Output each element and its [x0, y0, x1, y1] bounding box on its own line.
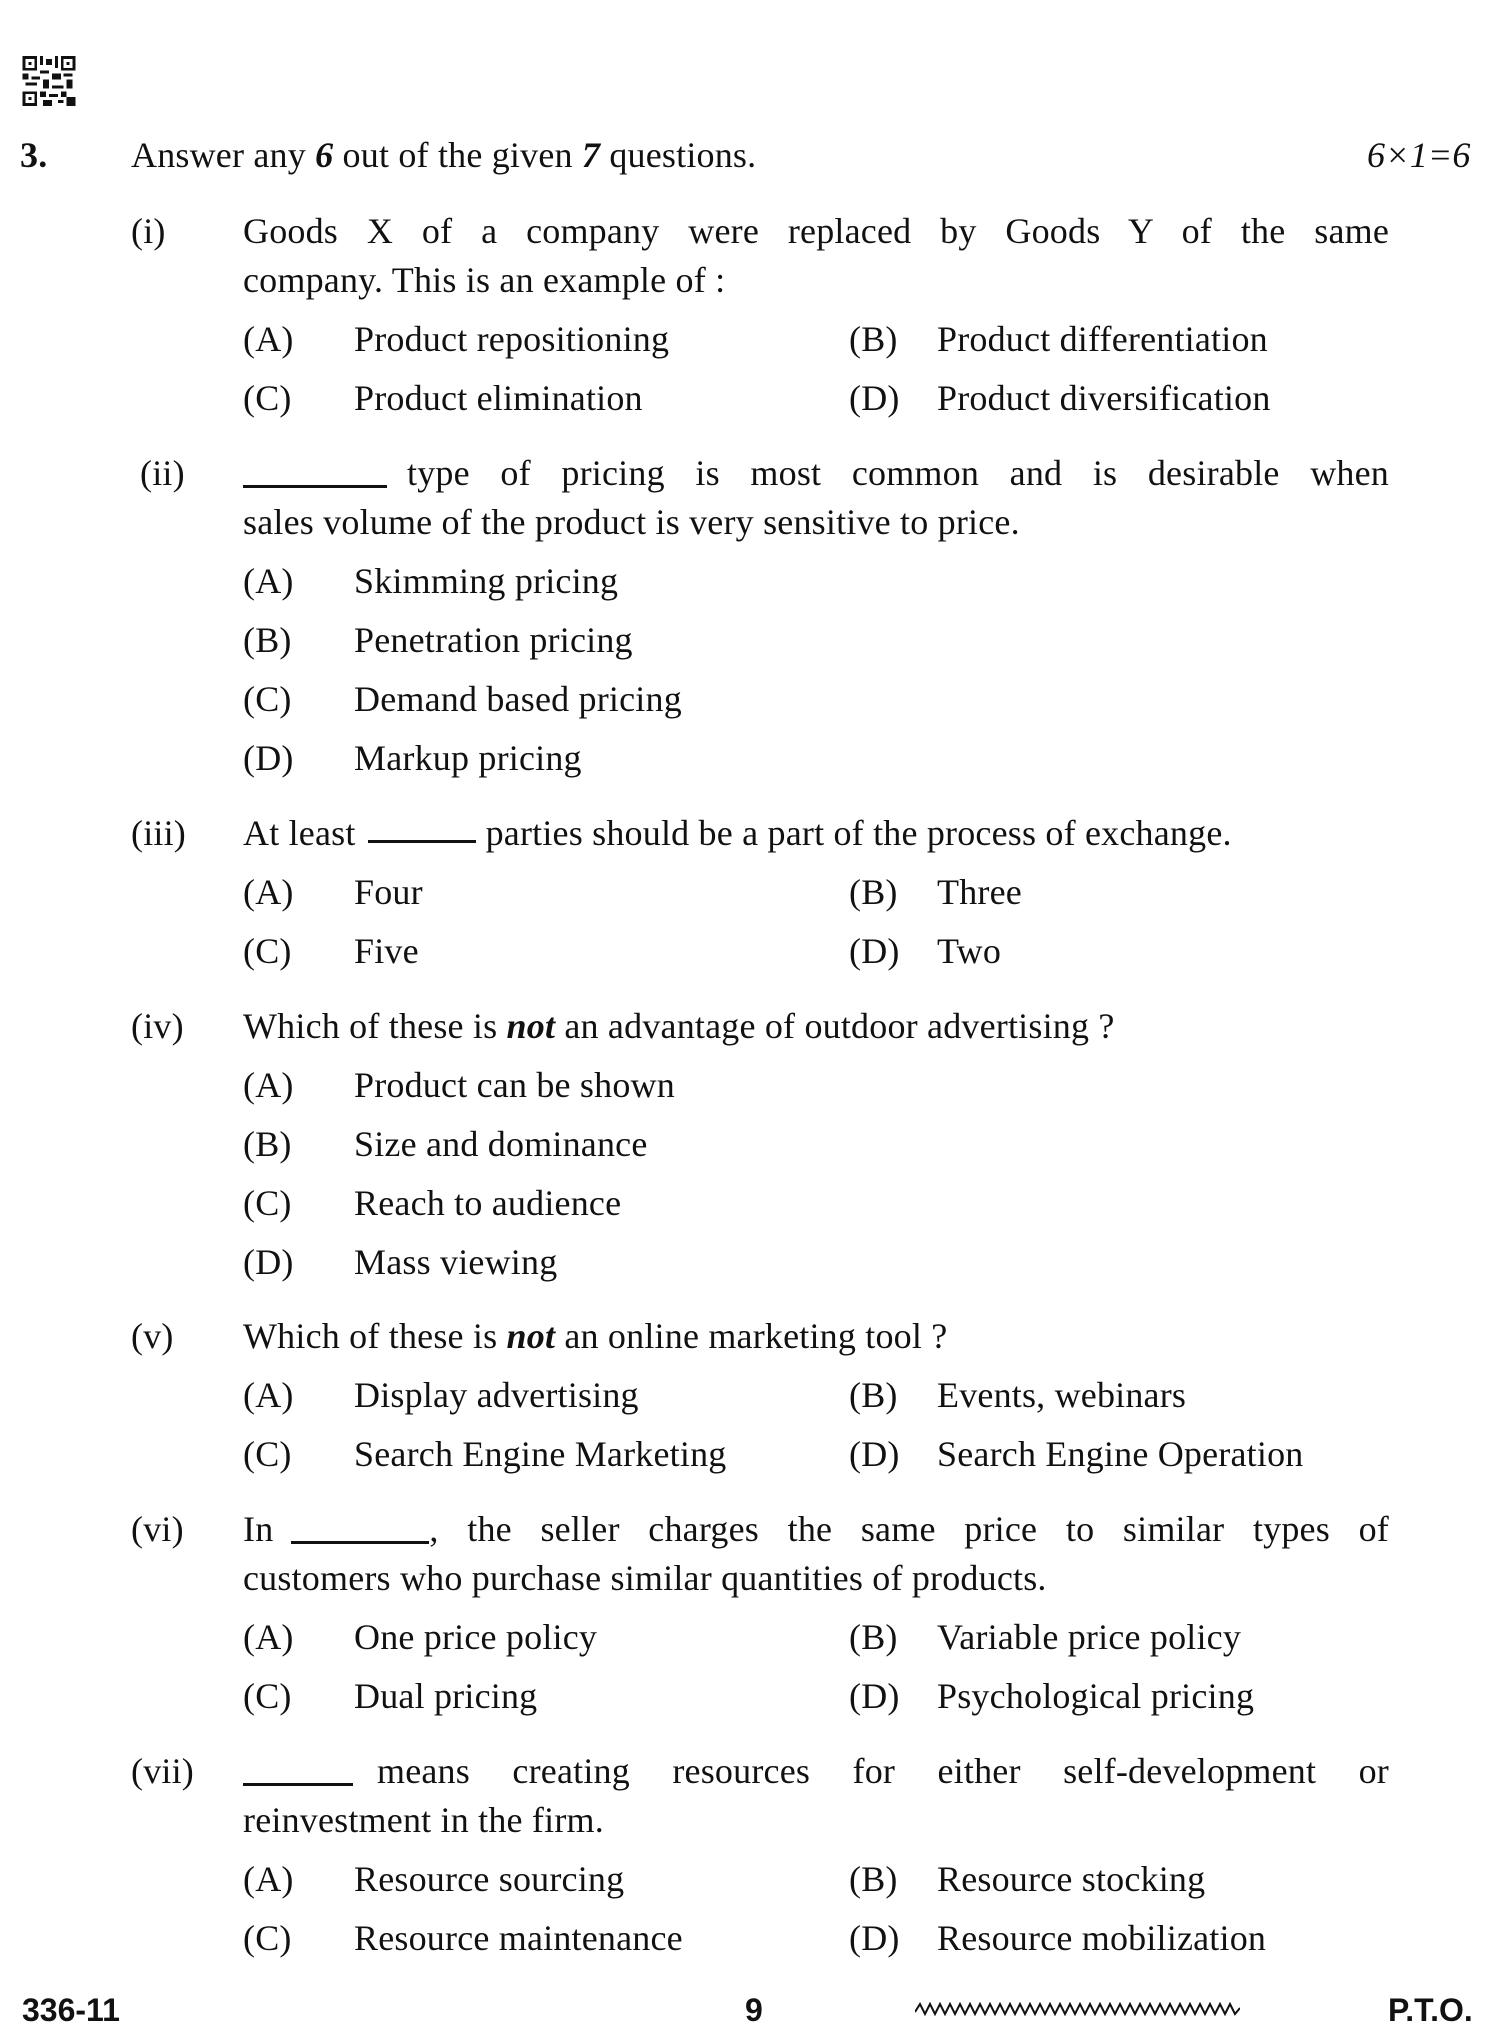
option-label: (A) — [243, 872, 294, 912]
fill-in-blank — [243, 1783, 353, 1786]
option-label: (A) — [243, 319, 294, 359]
option-label: (B) — [849, 319, 898, 359]
option-label: (C) — [243, 378, 292, 418]
question-text: , the seller charges the same price to similar types of — [429, 1509, 1389, 1549]
option-text: Resource sourcing — [354, 1859, 625, 1899]
option-text: Size and dominance — [354, 1124, 648, 1164]
instruction-text: Answer any — [131, 135, 316, 175]
please-turn-over: P.T.O. — [1388, 1992, 1473, 2028]
option-text: Four — [354, 872, 423, 912]
option-text: One price policy — [354, 1617, 598, 1657]
option-text: Mass viewing — [354, 1242, 558, 1282]
option-text: Events, webinars — [937, 1375, 1187, 1415]
option-text: Five — [354, 931, 419, 971]
instruction-count-total: 7 — [581, 135, 601, 175]
question-number: 3. — [20, 135, 48, 175]
option-text: Variable price policy — [937, 1617, 1242, 1657]
item-number: (i) — [131, 211, 166, 251]
option-text: Product diversification — [937, 378, 1271, 418]
option-label: (C) — [243, 679, 292, 719]
option-label: (B) — [243, 620, 292, 660]
item-question-line — [243, 815, 1232, 851]
option-text: Resource stocking — [937, 1859, 1206, 1899]
option-label: (C) — [243, 931, 292, 971]
option-text: Product differentiation — [937, 319, 1268, 359]
option-text: Reach to audience — [354, 1183, 622, 1223]
instruction-text: questions. — [600, 135, 757, 175]
item-question-line: company. This is an example of : — [243, 260, 726, 300]
option-label: (A) — [243, 1859, 294, 1899]
option-label: (D) — [849, 1918, 900, 1958]
option-label: (D) — [849, 931, 900, 971]
fill-in-blank — [243, 485, 387, 488]
option-text: Psychological pricing — [937, 1676, 1255, 1716]
option-label: (C) — [243, 1183, 292, 1223]
option-label: (A) — [243, 1617, 294, 1657]
question-text: type of pricing is most common and is desirable when — [407, 453, 1389, 493]
option-label: (C) — [243, 1676, 292, 1716]
option-label: (B) — [849, 1617, 898, 1657]
item-question-line — [243, 1008, 1115, 1044]
option-text: Demand based pricing — [354, 679, 682, 719]
qr-code-icon — [22, 56, 76, 106]
item-question-line: reinvestment in the firm. — [243, 1800, 604, 1840]
wavy-line-icon — [915, 2000, 1240, 2018]
option-text: Resource maintenance — [354, 1918, 683, 1958]
option-text: Display advertising — [354, 1375, 639, 1415]
option-text: Three — [937, 872, 1022, 912]
option-label: (B) — [243, 1124, 292, 1164]
option-label: (D) — [849, 1434, 900, 1474]
question-text: Which of these is — [243, 1006, 507, 1046]
option-label: (D) — [243, 1242, 294, 1282]
item-number: (v) — [131, 1316, 174, 1356]
paper-code: 336-11 — [22, 1992, 120, 2028]
question-text: an online marketing tool ? — [555, 1316, 948, 1356]
option-label: (C) — [243, 1918, 292, 1958]
emphasis-not: not — [506, 1316, 556, 1356]
item-question-line: sales volume of the product is very sensitive to price. — [243, 502, 1020, 542]
option-label: (D) — [243, 738, 294, 778]
item-number: (ii) — [140, 453, 185, 493]
option-text: Product repositioning — [354, 319, 670, 359]
option-text: Skimming pricing — [354, 561, 619, 601]
option-text: Dual pricing — [354, 1676, 538, 1716]
instruction-text: out of the given — [333, 135, 582, 175]
page-number: 9 — [745, 1992, 763, 2028]
item-question-line — [243, 1318, 947, 1354]
question-text: means creating resources for either self-development or — [377, 1751, 1389, 1791]
option-text: Product can be shown — [354, 1065, 675, 1105]
instruction-count-answer: 6 — [315, 135, 334, 175]
option-text: Penetration pricing — [354, 620, 633, 660]
option-text: Search Engine Operation — [937, 1434, 1304, 1474]
option-text: Resource mobilization — [937, 1918, 1267, 1958]
item-question-line — [243, 1511, 1389, 1547]
emphasis-not: not — [506, 1006, 556, 1046]
option-text: Markup pricing — [354, 738, 582, 778]
option-label: (A) — [243, 1065, 294, 1105]
option-text: Product elimination — [354, 378, 643, 418]
option-text: Search Engine Marketing — [354, 1434, 727, 1474]
question-text: In — [243, 1509, 274, 1549]
option-label: (C) — [243, 1434, 292, 1474]
option-label: (B) — [849, 872, 898, 912]
marks-allocation: 6×1=6 — [1367, 135, 1471, 175]
option-label: (A) — [243, 1375, 294, 1415]
question-text: an advantage of outdoor advertising ? — [555, 1006, 1115, 1046]
question-text: parties should be a part of the process of exchange. — [485, 813, 1232, 853]
item-question-line — [243, 1753, 1389, 1789]
question-instruction — [131, 137, 756, 173]
item-number: (iii) — [131, 813, 186, 853]
option-label: (B) — [849, 1375, 898, 1415]
item-number: (vii) — [131, 1751, 194, 1791]
option-label: (D) — [849, 378, 900, 418]
item-number: (vi) — [131, 1509, 184, 1549]
option-label: (D) — [849, 1676, 900, 1716]
item-question-line — [243, 455, 1389, 491]
item-question-line: Goods X of a company were replaced by Goods Y of the same — [243, 211, 1389, 251]
item-question-line: customers who purchase similar quantities of products. — [243, 1558, 1047, 1598]
option-label: (A) — [243, 561, 294, 601]
item-number: (iv) — [131, 1006, 184, 1046]
option-label: (B) — [849, 1859, 898, 1899]
fill-in-blank — [291, 1541, 429, 1544]
question-text: At least — [243, 813, 356, 853]
question-text: Which of these is — [243, 1316, 507, 1356]
option-text: Two — [937, 931, 1002, 971]
fill-in-blank — [368, 840, 476, 843]
